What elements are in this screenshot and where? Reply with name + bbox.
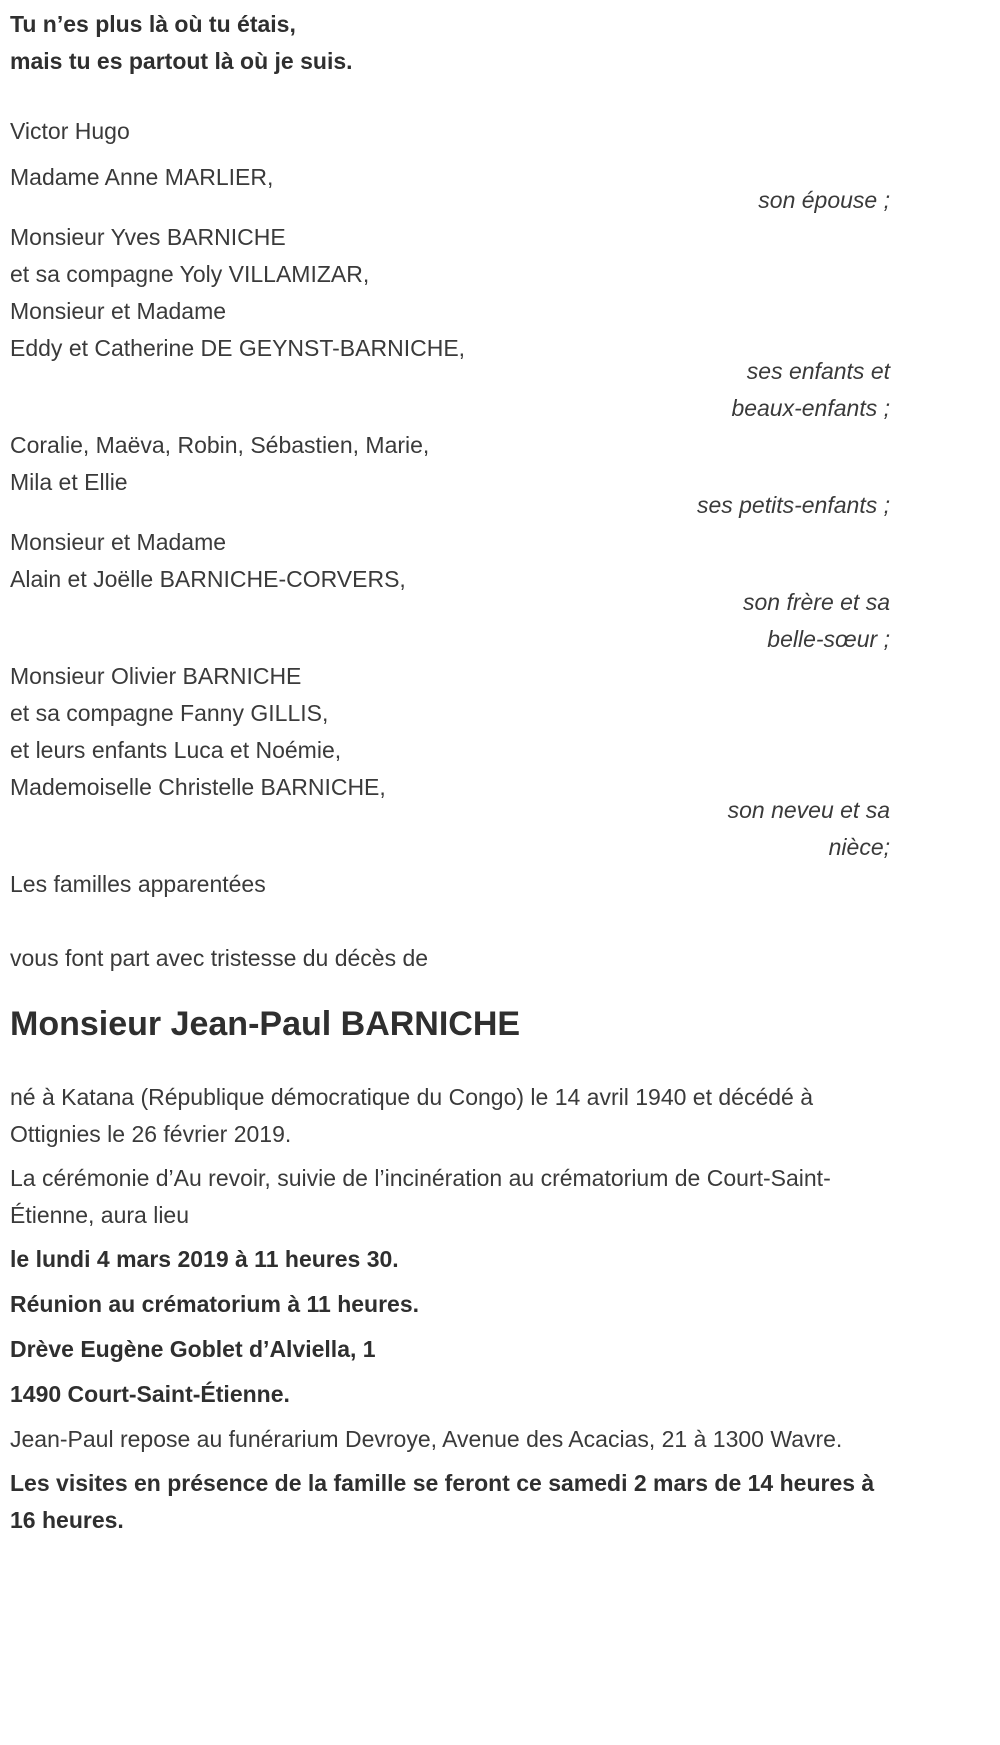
relation-line: son frère et sa [742,589,890,615]
quote-block [10,6,890,80]
relative-line: Monsieur Yves BARNICHE [10,224,286,250]
relation-line: ses enfants et [746,358,890,384]
relation-line: ses petits-enfants ; [696,492,890,518]
relation-line: son neveu et sa [727,797,890,823]
schedule-meeting-line: Réunion au crématorium à 11 heures. [10,1291,420,1317]
relative-line: et sa compagne Yoly VILLAMIZAR, [10,261,370,287]
family-group-grandchildren [10,427,890,524]
relative-line: Coralie, Maëva, Robin, Sébastien, Marie, [10,432,430,458]
family-group-children [10,219,890,427]
relation-line: beaux-enfants ; [731,395,890,421]
ceremony-paragraph: La cérémonie d’Au revoir, suivie de l’incinération au crématorium de Court-Saint-Étienne, aura lieu [10,1165,831,1228]
relation-line: nièce; [828,834,890,860]
relative-line: Mademoiselle Christelle BARNICHE, [10,774,386,800]
relative-line: et sa compagne Fanny GILLIS, [10,700,329,726]
visits-paragraph: Les visites en présence de la famille se feront ce samedi 2 mars de 14 heures à 16 heures. [10,1470,881,1533]
relation-label [10,487,890,524]
family-group-brother [10,524,890,658]
relative-line: Monsieur et Madame [10,298,227,324]
family-group-spouse [10,159,890,219]
schedule-address-line: Drève Eugène Goblet d’Alviella, 1 [10,1336,376,1362]
related-families-line: Les familles apparentées [10,871,266,897]
repose-paragraph: Jean-Paul repose au funérarium Devroye, Avenue des Acacias, 21 à 1300 Wavre. [10,1426,843,1452]
relative-line: Madame Anne MARLIER, [10,164,274,190]
relative-line: Alain et Joëlle BARNICHE-CORVERS, [10,566,406,592]
relative-line: Mila et Ellie [10,469,128,495]
quote-line-1: Tu n’es plus là où tu étais, [10,11,296,37]
quote-line-2: mais tu es partout là où je suis. [10,48,353,74]
family-group-nephew-niece [10,658,890,866]
relative-line: Monsieur et Madame [10,529,227,555]
schedule-city-line: 1490 Court-Saint-Étienne. [10,1381,290,1407]
schedule-date-line: le lundi 4 mars 2019 à 11 heures 30. [10,1246,399,1272]
relation-line: belle-sœur ; [767,626,890,652]
relative-line: et leurs enfants Luca et Noémie, [10,737,342,763]
birth-death-paragraph: né à Katana (République démocratique du Congo) le 14 avril 1940 et décédé à Ottignies le 26 février 2019. [10,1084,820,1147]
relation-line: son épouse ; [758,187,890,213]
relative-line: Monsieur Olivier BARNICHE [10,663,302,689]
relative-line: Eddy et Catherine DE GEYNST-BARNICHE, [10,335,466,361]
deceased-name: Monsieur Jean-Paul BARNICHE [10,1005,521,1043]
quote-author: Victor Hugo [10,118,130,144]
announcement-line: vous font part avec tristesse du décès de [10,945,429,971]
